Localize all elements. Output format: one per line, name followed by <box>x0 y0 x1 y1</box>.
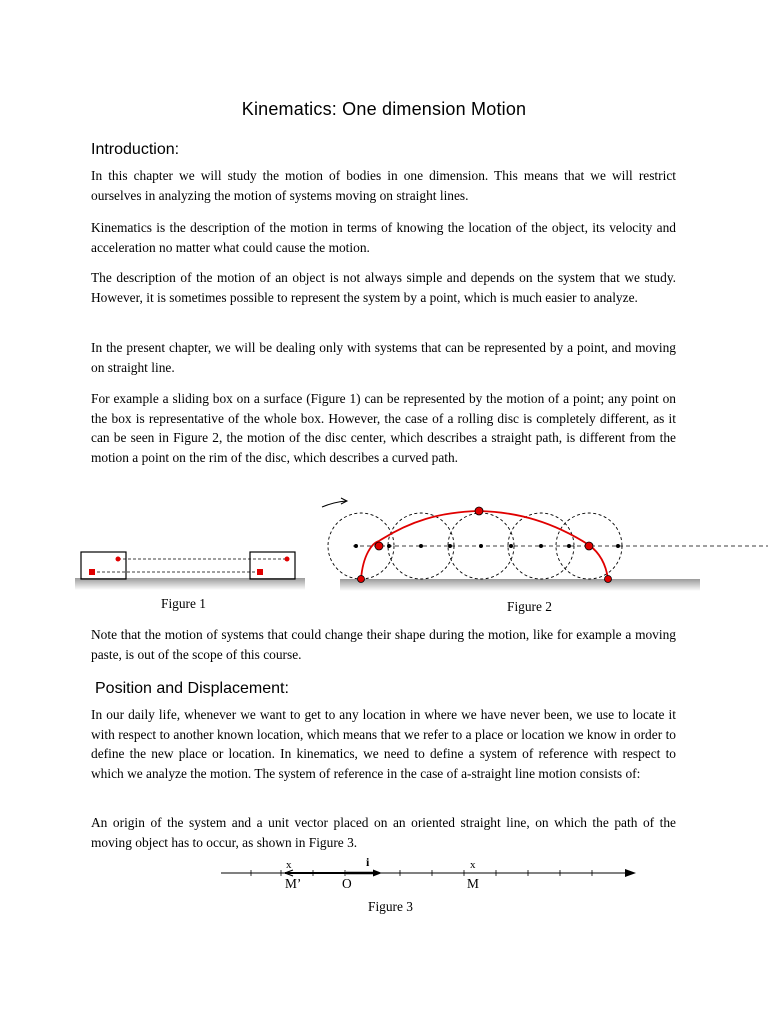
unit-vector-arrowhead <box>373 870 382 877</box>
box-point <box>285 557 290 562</box>
paragraph: Kinematics is the description of the motion in terms of knowing the location of the object, its velocity and acceleration no matter what could cause the motion. <box>91 220 676 255</box>
ground-surface <box>75 578 305 590</box>
figure-3-axis <box>215 855 645 895</box>
figure-2-caption: Figure 2 <box>507 599 553 614</box>
label-m-prime: M’ <box>285 876 302 891</box>
label-m: M <box>467 876 479 891</box>
figure-2-rolling-disc <box>310 495 768 595</box>
box-point <box>89 569 95 575</box>
paragraph: In this chapter we will study the motion of bodies in one dimension. This means that we will restrict ourselves in analyzing the motion of systems moving on straight lines. <box>91 168 676 203</box>
rim-point <box>475 507 483 515</box>
axis-arrowhead <box>625 869 636 877</box>
paragraph: Note that the motion of systems that could change their shape during the motion, like for example a moving paste, is out of the scope of this course. <box>91 627 676 662</box>
paragraph: An origin of the system and a unit vector placed on an oriented straight line, on which the path of the moving object has to occur, as shown in Figure 3. <box>91 815 676 850</box>
box-point <box>116 557 121 562</box>
paragraph: In our daily life, whenever we want to get to any location in where we have never been, we use to locate it with respect to another known location, which means that we refer to a place or location we know in order to define the new place or location. In kinematics, we need to define a system of reference with respect to which we analyze the motion. The system of reference in the case of a-straight line motion consists of: <box>91 707 676 781</box>
box-start <box>81 552 126 579</box>
rim-point <box>585 542 593 550</box>
paragraph: In the present chapter, we will be dealing only with systems that can be represented by a point, and moving on straight line. <box>91 340 676 375</box>
figure-1-caption: Figure 1 <box>161 596 207 611</box>
paragraph: For example a sliding box on a surface (Figure 1) can be represented by the motion of a point; any point on the box is representative of the whole box. However, the case of a rolling disc is completely different, as it can be seen in Figure 2, the motion of the disc center, which describes a straight path, is different from the motion a point on the rim of the disc, which describes a curved path. <box>91 391 676 465</box>
ground-surface <box>340 579 700 591</box>
mark-m: x <box>470 859 476 871</box>
page-title: Kinematics: One dimension Motion <box>241 99 527 119</box>
cycloid-path <box>361 511 608 579</box>
figure-1-sliding-box <box>75 545 305 595</box>
mark-m-prime: x <box>286 859 292 871</box>
rotation-arrow-icon <box>322 501 346 507</box>
section-heading-introduction: Introduction: <box>91 141 180 158</box>
rim-point <box>375 542 383 550</box>
rim-point <box>358 576 365 583</box>
rim-point <box>605 576 612 583</box>
box-point <box>257 569 263 575</box>
label-origin: O <box>342 876 352 891</box>
figure-3-caption: Figure 3 <box>368 899 414 914</box>
section-heading-position: Position and Displacement: <box>95 680 289 697</box>
paragraph: The description of the motion of an object is not always simple and depends on the system that we study. However, it is sometimes possible to represent the system by a point, which is much easier to analyze. <box>91 270 676 305</box>
box-end <box>250 552 295 579</box>
label-unit-vector: i <box>366 855 370 869</box>
